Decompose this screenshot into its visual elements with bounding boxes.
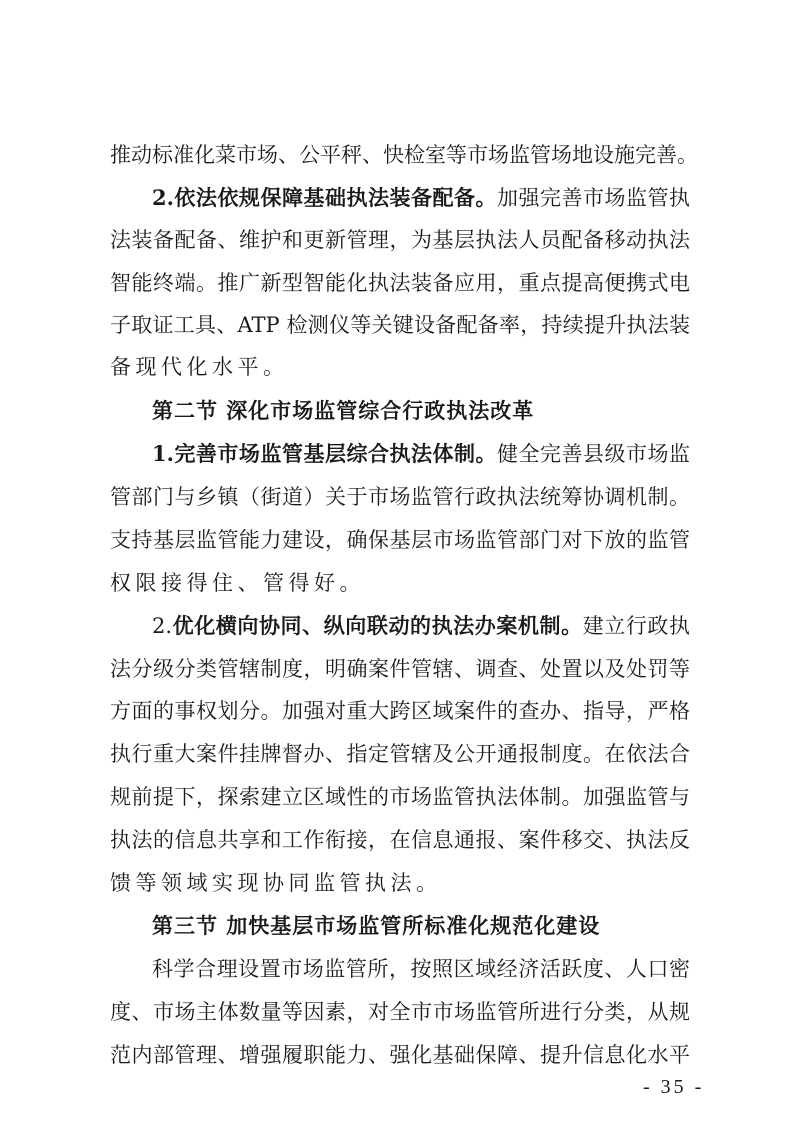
paragraph-line: 度、市场主体数量等因素，对全市市场监管所进行分类，从规: [110, 1000, 690, 1024]
paragraph-line: 执行重大案件挂牌督办、指定管辖及公开通报制度。在依法合: [110, 742, 690, 766]
item-heading: 1.完善市场监管基层综合执法体制。: [152, 441, 497, 466]
item-heading: 优化横向协同、纵向联动的执法办案机制。: [172, 613, 583, 638]
paragraph-line: [152, 612, 690, 640]
paragraph-text: 健全完善县级市场监: [496, 442, 691, 466]
paragraph-line: 智能终端。推广新型智能化执法装备应用，重点提高便携式电: [110, 271, 690, 295]
paragraph-line: 方面的事权划分。加强对重大跨区域案件的查办、指导，严格: [110, 699, 690, 723]
paragraph-line: [152, 184, 690, 212]
paragraph-line: 备现代化水平。: [110, 355, 289, 379]
paragraph-line: 科学合理设置市场监管所，按照区域经济活跃度、人口密: [152, 957, 690, 981]
paragraph-line: [152, 440, 690, 468]
paragraph-line: 法分级分类管辖制度，明确案件管辖、调查、处置以及处罚等: [110, 657, 690, 681]
item-heading: 2.依法依规保障基础执法装备配备。: [152, 185, 497, 210]
paragraph-line: 支持基层监管能力建设，确保基层市场监管部门对下放的监管: [110, 528, 690, 552]
page-number: - 35 -: [643, 1076, 705, 1098]
paragraph-line: 权限接得住、管得好。: [110, 571, 365, 595]
paragraph-line: 执法的信息共享和工作衔接，在信息通报、案件移交、执法反: [110, 828, 690, 852]
section-heading: 第三节 加快基层市场监管所标准化规范化建设: [152, 914, 601, 938]
paragraph-line: 法装备配备、维护和更新管理，为基层执法人员配备移动执法: [110, 228, 690, 252]
section-heading: 第二节 深化市场监管综合行政执法改革: [152, 399, 535, 423]
paragraph-line: 范内部管理、增强履职能力、强化基础保障、提升信息化水平: [110, 1043, 690, 1067]
paragraph-text: 建立行政执: [582, 614, 691, 638]
paragraph-line: 推动标准化菜市场、公平秤、快检室等市场监管场地设施完善。: [110, 143, 698, 167]
paragraph-text: 加强完善市场监管执: [496, 186, 691, 210]
item-number: 2.: [152, 614, 173, 638]
paragraph-line: 馈等领域实现协同监管执法。: [110, 871, 442, 895]
paragraph-line: 子取证工具、ATP 检测仪等关键设备配备率，持续提升执法装: [110, 313, 690, 337]
paragraph-line: 规前提下，探索建立区域性的市场监管执法体制。加强监管与: [110, 785, 690, 809]
paragraph-line: 管部门与乡镇（街道）关于市场监管行政执法统筹协调机制。: [110, 485, 690, 509]
